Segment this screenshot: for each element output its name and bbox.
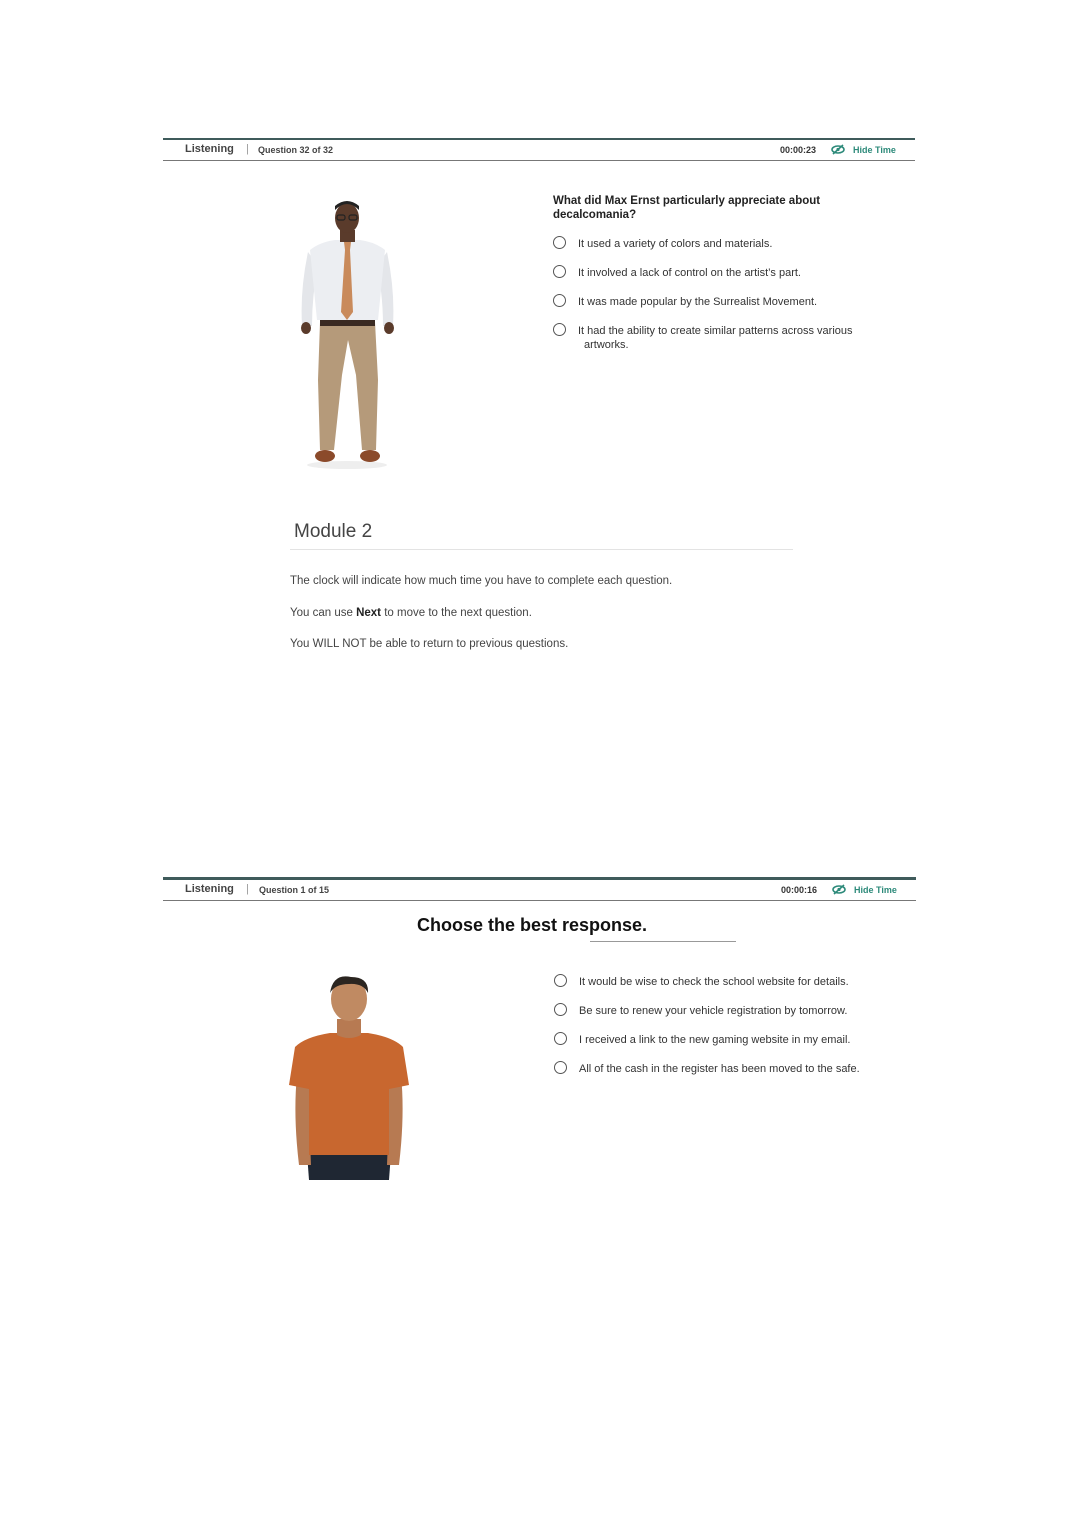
section-label: Listening: [185, 883, 234, 895]
eye-slash-icon[interactable]: [832, 884, 846, 895]
timer: 00:00:23: [780, 145, 817, 155]
answer-option-label: Be sure to renew your vehicle registration by tomorrow.: [579, 1005, 848, 1017]
test-header-bar: [163, 138, 915, 161]
speaker-man-image: [285, 975, 413, 1180]
instruction-text: You can use: [290, 607, 357, 619]
answer-option-label: I received a link to the new gaming website in my email.: [579, 1034, 851, 1046]
module-divider: [290, 549, 793, 550]
answer-option-label: It would be wise to check the school website for details.: [579, 976, 849, 988]
answer-option-label: It involved a lack of control on the artist’s part.: [578, 267, 801, 279]
question-text: What did Max Ernst particularly appreciate about decalcomania?: [553, 195, 821, 221]
module-instruction: [290, 607, 532, 619]
eye-slash-icon[interactable]: [831, 144, 845, 155]
question-counter: Question 32 of 32: [258, 145, 334, 155]
header-separator: |: [246, 883, 249, 895]
radio-button[interactable]: [554, 974, 567, 987]
module-instruction: You WILL NOT be able to return to previous questions.: [290, 638, 569, 650]
instruction-text: to move to the next question.: [381, 607, 532, 619]
radio-button[interactable]: [553, 265, 566, 278]
answer-option-label: It used a variety of colors and materials.: [578, 238, 773, 250]
module-instruction: The clock will indicate how much time you have to complete each question.: [290, 575, 673, 587]
instruction-heading: Choose the best response.: [417, 915, 648, 935]
answer-option-label: It had the ability to create similar patterns across various: [578, 325, 853, 337]
test-header-bar: [163, 877, 916, 901]
radio-button[interactable]: [553, 294, 566, 307]
hide-time-button[interactable]: Hide Time: [853, 145, 896, 155]
heading-underline: [590, 941, 736, 942]
header-separator: |: [246, 143, 249, 155]
radio-button[interactable]: [554, 1061, 567, 1074]
timer: 00:00:16: [781, 885, 818, 895]
section-label: Listening: [185, 143, 234, 155]
answer-option-label: It was made popular by the Surrealist Movement.: [578, 296, 818, 308]
module-title: Module 2: [294, 521, 373, 542]
radio-button[interactable]: [553, 236, 566, 249]
next-keyword: Next: [356, 607, 382, 619]
radio-button[interactable]: [553, 323, 566, 336]
speaker-man-image: [290, 200, 405, 470]
question-counter: Question 1 of 15: [259, 885, 330, 895]
radio-button[interactable]: [554, 1032, 567, 1045]
answer-option-label-cont: artworks.: [584, 339, 629, 351]
answer-option-label: All of the cash in the register has been moved to the safe.: [579, 1063, 860, 1075]
hide-time-button[interactable]: Hide Time: [854, 885, 897, 895]
radio-button[interactable]: [554, 1003, 567, 1016]
